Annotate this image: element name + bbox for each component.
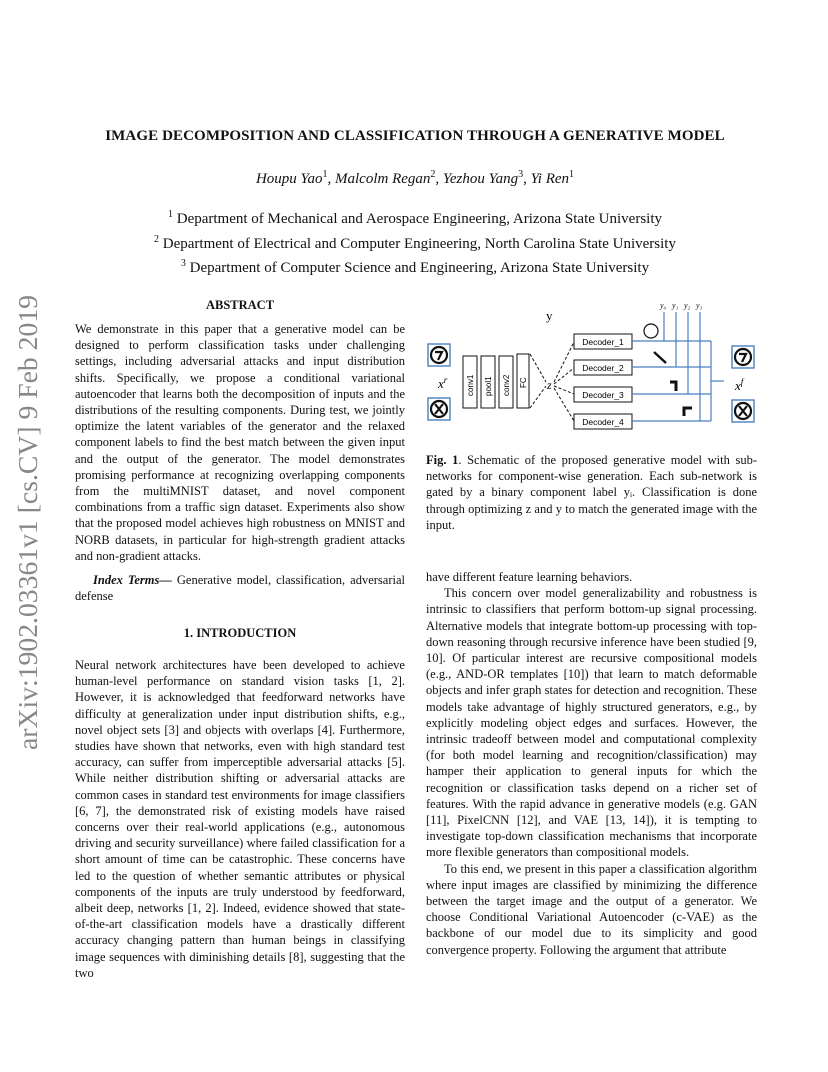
arxiv-id: arXiv:1902.03361v1 [cs.CV] 9 Feb 2019 xyxy=(13,306,43,750)
encoder-layer xyxy=(517,354,529,408)
author-name: Malcolm Regan xyxy=(335,171,431,187)
abstract-heading: ABSTRACT xyxy=(205,298,275,312)
svg-text:y₁: y₁ xyxy=(672,301,679,310)
svg-text:FC: FC xyxy=(519,377,528,388)
author-name: Yi Ren xyxy=(530,171,570,187)
decoder-output-icon xyxy=(644,324,692,416)
svg-text:conv2: conv2 xyxy=(502,374,511,396)
svg-text:y₀: y₀ xyxy=(660,301,667,310)
svg-text:y₃: y₃ xyxy=(696,301,703,310)
svg-text:conv1: conv1 xyxy=(466,374,475,396)
output-digit-icon xyxy=(732,400,754,422)
svg-text:Decoder_4: Decoder_4 xyxy=(582,417,624,427)
y-gate-labels xyxy=(659,301,703,310)
figure-caption: Fig. 1. Schematic of the proposed generative model with sub-networks for component-wise generation. Each sub-network is gated by a binary component label yᵢ. Classification is done through optimizing z and y to match the generated image with the input. xyxy=(426,453,758,532)
abstract-text: We demonstrate in this paper that a generative model can be designed to perform classification tasks under challenging settings, including adversarial attacks and input distribution shifts. Specifically, we propose a conditional variational autoencoder that learns both the decomposition of inputs and the distributions of the resulting components. During test, we jointly optimize the latent variables of the generator and the relaxed component labels to find the best match between the given input and the output of the generator. The model demonstrates promising performance at recognizing overlapping components from the multiMNIST dataset, and novel component combinations from a traffic sign dataset. Experiments also show that the proposed model achieves high robustness on MNIST and NORB datasets, in particular for high-strength gradient attacks and non-gradient attacks. xyxy=(75,322,405,563)
index-terms: Index Terms— Generative model, classification, adversarial defense xyxy=(75,573,405,604)
author-name: Yezhou Yang xyxy=(442,171,519,187)
arxiv-stamp xyxy=(3,295,47,755)
latent-connector xyxy=(530,342,574,421)
z-label: z xyxy=(547,378,552,392)
decoder-box xyxy=(574,334,632,349)
author-list: Houpu Yao$^1$, Malcolm Regan$^2$, Yezhou Yang$^3$, Yi Ren$^1$ xyxy=(255,169,575,187)
output-digit-icon xyxy=(732,346,754,368)
output-x-label: $x^f$ xyxy=(735,377,744,393)
author-name: Houpu Yao xyxy=(255,171,323,187)
intro-paragraph: Neural network architectures have been developed to achieve human-level performance on standard vision tasks [1, 2]. However, it is acknowledged that feedforward networks have difficulty at generalization under input distribution shifts, e.g., novel object sets [3] and objects with overlaps [4]. Furthermore, studies have shown that networks, even with high standard test accuracy, can suffer from imperceptible adversarial attacks [5]. While neither distribution shifting or adversarial attacks are common cases in standard test environments for image classifiers [6, 7], the demonstrated risk of existing models have raised concerns over their real-world applications (e.g., autonomous driving and security surveillance) where failed classification for a short amount of time can be catastrophic. These concerns have led to the question of whether semantic attributes or physical components of the inputs are truly understood by feedforward, albeit deep, networks [1, 2]. Indeed, evidence showed that state-of-the-art classification models have a drastically different accuracy changing pattern than human beings in classifying image sequences with diminishing details [8], suggesting that the two xyxy=(75,658,405,980)
figure-1 xyxy=(426,296,758,436)
affiliations xyxy=(60,205,770,279)
section-heading: 1. INTRODUCTION xyxy=(183,626,297,640)
encoder-layer xyxy=(481,356,495,408)
decoder-box xyxy=(574,360,632,375)
encoder-layer xyxy=(499,356,513,408)
affiliation: $^3$ Department of Computer Science and Engineering, Arizona State University xyxy=(180,258,650,276)
affiliation: $^1$ Department of Mechanical and Aerospace Engineering, Arizona State University xyxy=(168,209,662,227)
paragraph: have different feature learning behaviors. xyxy=(426,570,633,584)
input-x-label: $x^r$ xyxy=(438,375,448,391)
y-gate-lines xyxy=(632,312,724,421)
input-digit-icon xyxy=(428,344,450,366)
input-digit-icon xyxy=(428,398,450,420)
svg-text:Decoder_3: Decoder_3 xyxy=(582,390,624,400)
y-label: y xyxy=(546,308,553,323)
encoder-layer xyxy=(463,356,477,408)
svg-text:y₂: y₂ xyxy=(684,301,691,310)
right-column-text xyxy=(426,569,757,958)
paragraph: To this end, we present in this paper a classification algorithm where input images are classified by minimizing the difference between the target image and the output of a generator. We choose Conditional Variational Autoencoder (c-VAE) as the backbone of our model due to its simplicity and good convergence property. Following the argument that attribute xyxy=(426,861,757,957)
decoder-box xyxy=(574,414,632,429)
decoder-box xyxy=(574,387,632,402)
paragraph: This concern over model generalizability and robustness is intrinsic to classifiers that perform bottom-up signal processing. Alternative models that integrate bottom-up processing with top-down reasoning through recursive inference have been studied [9, 10]. Of particular interest are recursive compositional models (e.g., AND-OR templates [10]) that learn to match deformable objects and infer graph states for detection and recognition. These models take advantage of highly structured generators, e.g., by explicitly modeling object edges and surfaces. However, the intrinsic tradeoff between model and computational complexity (for both model learning and recognition/classification) may hamper their application to general inputs for which the recognition or classification tasks depend on a richer set of features. With the rapid advance in generative models (e.g. GAN [11], PixelCNN [12], and VAE [13, 14]), it is tempting to investigate top-down classification mechanisms that incorporate more flexible generators than compositional models. xyxy=(426,586,757,860)
svg-text:Decoder_2: Decoder_2 xyxy=(582,363,624,373)
paper-title: IMAGE DECOMPOSITION AND CLASSIFICATION THROUGH A GENERATIVE MODEL xyxy=(105,128,725,144)
affiliation: $^2$ Department of Electrical and Computer Engineering, North Carolina State University xyxy=(154,233,676,252)
svg-text:pool1: pool1 xyxy=(484,376,493,396)
svg-text:Decoder_1: Decoder_1 xyxy=(582,337,624,347)
